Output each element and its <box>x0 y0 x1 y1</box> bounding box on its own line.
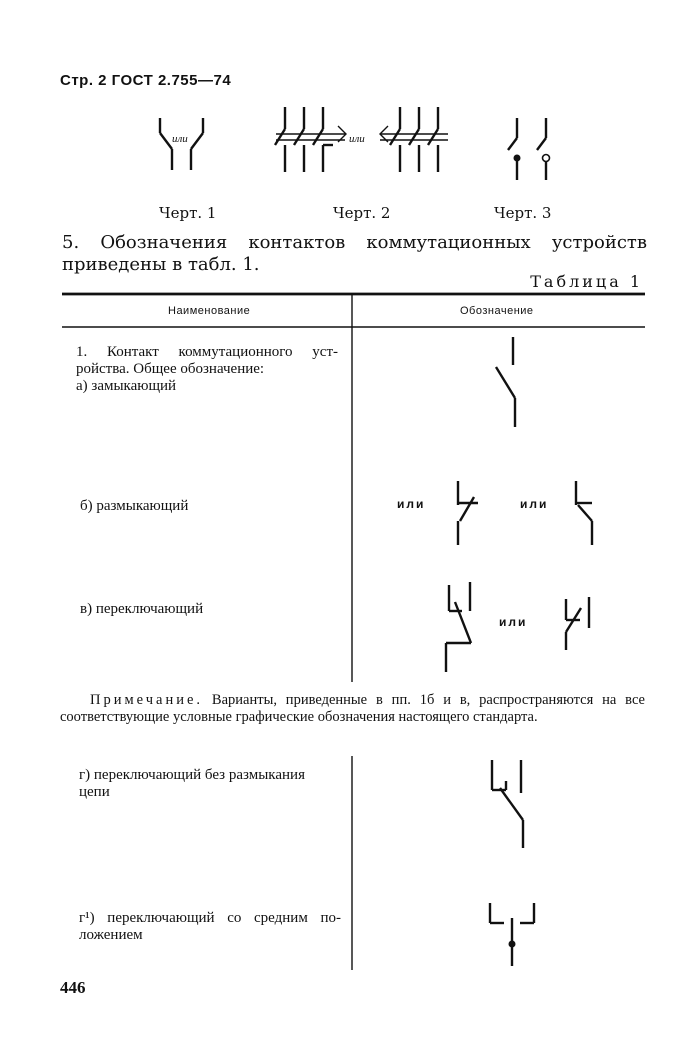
fig1-caption: Черт. 1 <box>159 204 217 222</box>
page-header: Стр. 2 ГОСТ 2.755—74 <box>60 72 232 89</box>
symbol-center-off-contact <box>490 903 534 966</box>
note-word: Примечание. <box>90 692 204 708</box>
symbol-opening-contact-2 <box>576 481 592 545</box>
row-1-text <box>76 344 338 395</box>
row-1-line-2: ройства. Общее обозначение: <box>76 361 265 377</box>
column-header-name: Наименование <box>168 305 251 317</box>
row-1-line-3: а) замыкающий <box>76 378 177 394</box>
symbol-closing-contact <box>496 337 515 427</box>
fig1-or-text: или <box>172 133 188 145</box>
page-number: 446 <box>60 978 86 997</box>
symbol-changeover-contact-1 <box>446 582 471 672</box>
row-5-line-1: г¹) переключающий со средним по- <box>79 910 341 926</box>
row-1-line-1: 1. Контакт коммутационного уст- <box>76 344 338 360</box>
or-label-3: или <box>499 615 528 629</box>
fig1-drawing <box>160 118 203 170</box>
table-note <box>60 692 645 726</box>
fig3-caption: Черт. 3 <box>494 204 552 222</box>
row-5-line-2: ложением <box>79 927 143 943</box>
note-text: Варианты, приведенные в пп. 1б и в, распространяются на все соответствующие условные графические обозначения настоящего стандарта. <box>60 692 645 725</box>
symbol-changeover-contact-2 <box>566 597 589 650</box>
or-label-2: или <box>520 497 549 511</box>
fig3-drawing <box>508 118 550 180</box>
row-4-text <box>79 767 341 801</box>
fig2-drawing <box>275 107 448 172</box>
row-4-line-2: цепи <box>79 784 110 800</box>
symbol-opening-contact-1 <box>458 481 478 545</box>
row-5-text <box>79 910 341 944</box>
or-label-1: или <box>397 497 426 511</box>
table-label: Таблица 1 <box>530 272 643 291</box>
fig2-caption: Черт. 2 <box>333 204 391 222</box>
row-3-text: в) переключающий <box>80 601 204 617</box>
symbol-make-before-break-contact <box>492 760 523 848</box>
section-5-paragraph: 5. Обозначения контактов коммутационных устройств приведены в табл. 1. <box>62 232 647 275</box>
fig2-or-text: или <box>349 133 365 145</box>
row-4-line-1: г) переключающий без размыкания <box>79 767 305 783</box>
column-header-symbol: Обозначение <box>460 305 534 317</box>
row-2-text: б) размыкающий <box>80 498 189 514</box>
